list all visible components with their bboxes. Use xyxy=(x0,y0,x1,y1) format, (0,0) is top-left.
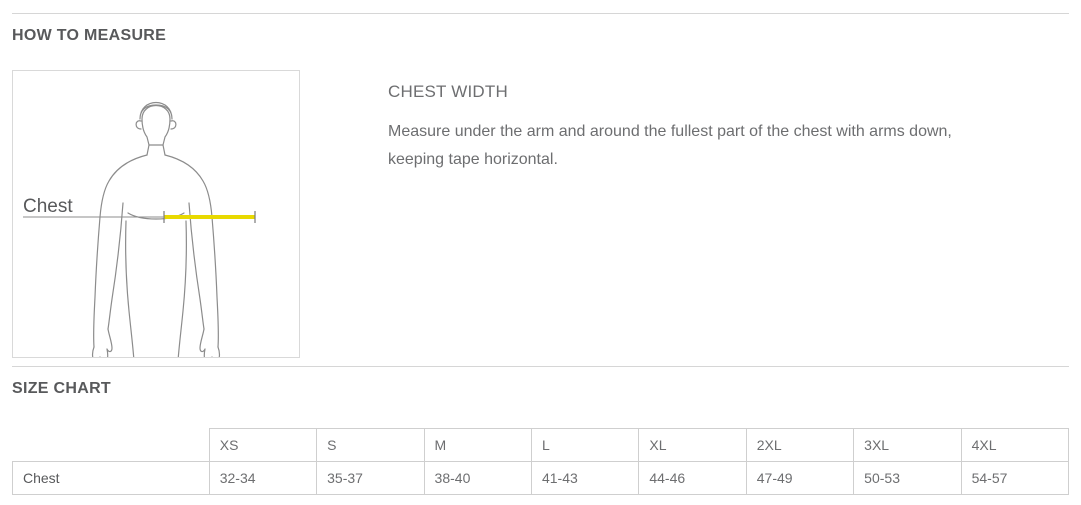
table-header-row xyxy=(13,429,1069,462)
table-header-4xl: 4XL xyxy=(961,429,1068,462)
size-chart-title: SIZE CHART xyxy=(12,380,111,397)
table-header-xs: XS xyxy=(209,429,316,462)
cell-chest-xs: 32-34 xyxy=(209,462,316,495)
row-label-chest: Chest xyxy=(13,462,210,495)
cell-chest-s: 35-37 xyxy=(317,462,424,495)
cell-chest-l: 41-43 xyxy=(531,462,638,495)
measurement-figure xyxy=(12,70,300,358)
table-corner-cell xyxy=(13,429,210,462)
table-header-m: M xyxy=(424,429,531,462)
table-header-s: S xyxy=(317,429,424,462)
chest-figure-label: Chest xyxy=(23,196,73,217)
table-header-3xl: 3XL xyxy=(854,429,961,462)
divider-middle xyxy=(12,366,1069,367)
cell-chest-2xl: 47-49 xyxy=(746,462,853,495)
cell-chest-m: 38-40 xyxy=(424,462,531,495)
cell-chest-xl: 44-46 xyxy=(639,462,746,495)
how-to-measure-title: HOW TO MEASURE xyxy=(12,27,167,44)
measure-instructions xyxy=(388,82,1028,174)
table-row xyxy=(13,462,1069,495)
size-chart-table xyxy=(12,428,1069,495)
measure-heading: CHEST WIDTH xyxy=(388,82,508,101)
cell-chest-3xl: 50-53 xyxy=(854,462,961,495)
table-header-xl: XL xyxy=(639,429,746,462)
table-header-l: L xyxy=(531,429,638,462)
torso-illustration-svg xyxy=(13,71,299,357)
cell-chest-4xl: 54-57 xyxy=(961,462,1068,495)
divider-top xyxy=(12,13,1069,14)
measure-body: Measure under the arm and around the fullest part of the chest with arms down, keeping tape horizontal. xyxy=(388,123,952,168)
table-header-2xl: 2XL xyxy=(746,429,853,462)
